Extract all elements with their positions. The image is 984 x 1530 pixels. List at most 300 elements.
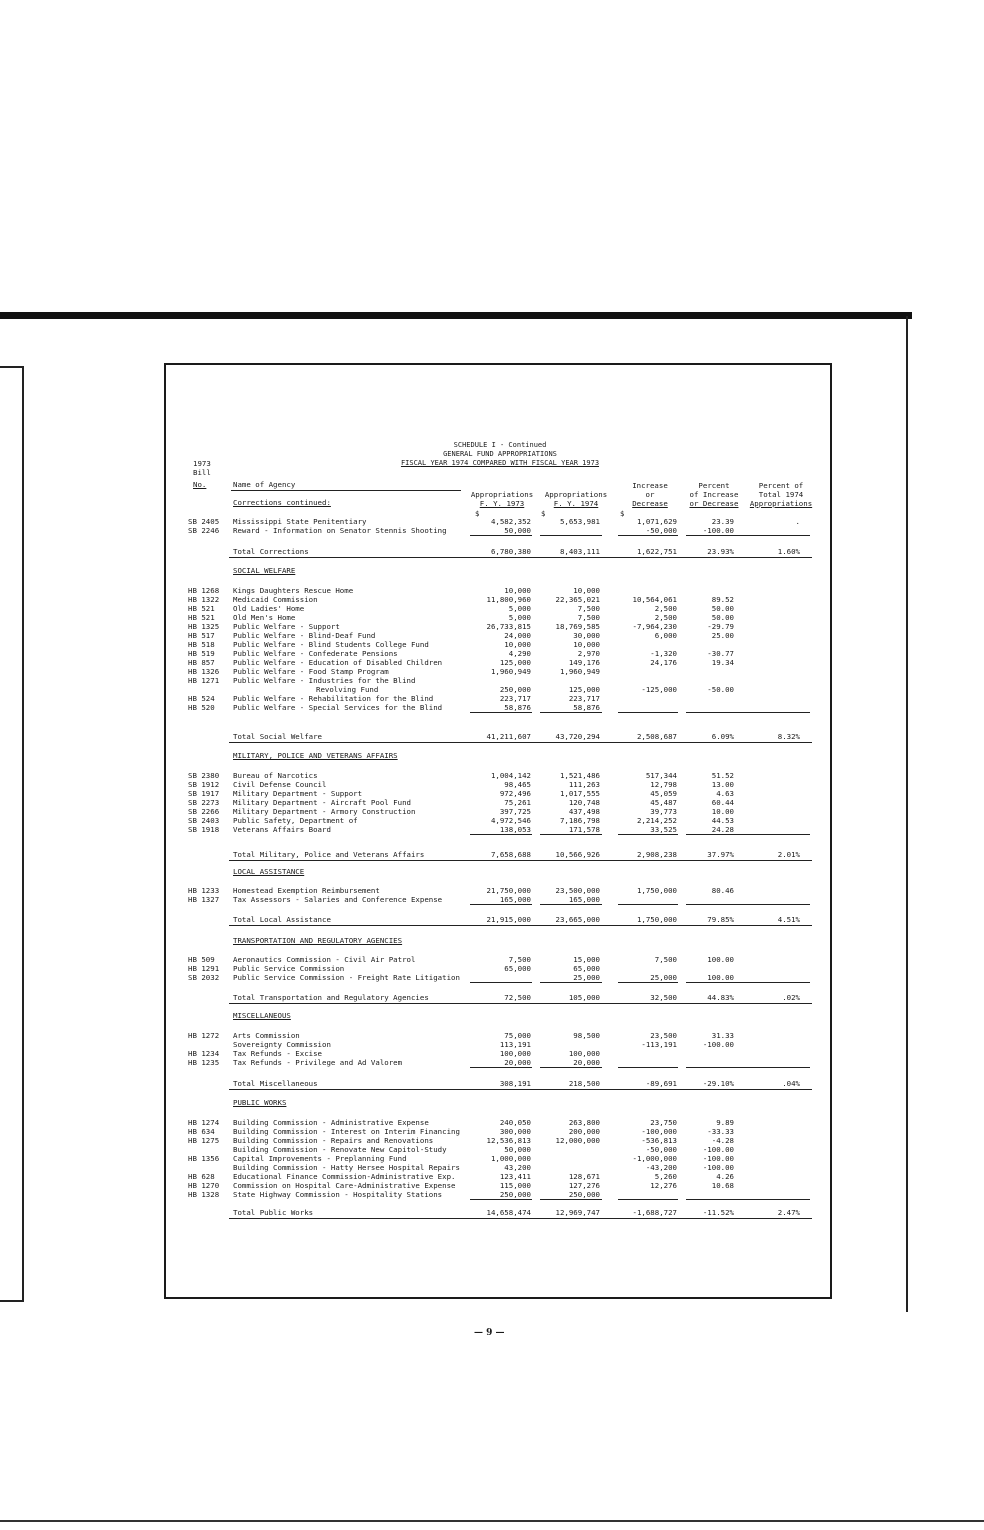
value-fy74: 7,500 <box>577 613 600 622</box>
value-fy73: 300,000 <box>499 1127 531 1136</box>
value-fy74: 1,960,949 <box>559 667 600 676</box>
value-fy73: 41,211,607 <box>486 732 531 741</box>
value-fy74: 98,500 <box>573 1031 600 1040</box>
total-rule <box>229 860 812 861</box>
value-pct: 13.00 <box>711 780 734 789</box>
agency-name: Reward - Information on Senator Stennis Shooting <box>233 526 447 535</box>
value-fy73: 26,733,815 <box>486 622 531 631</box>
agency-name: Mississippi State Penitentiary <box>233 517 367 526</box>
agency-name: Military Department - Support <box>233 789 363 798</box>
value-pct: -100.00 <box>702 526 734 535</box>
value-inc: 12,798 <box>650 780 677 789</box>
value-fy74: 7,500 <box>577 604 600 613</box>
value-fy73: 308,191 <box>499 1079 531 1088</box>
value-fy73: 123,411 <box>499 1172 531 1181</box>
section-heading: MILITARY, POLICE AND VETERANS AFFAIRS <box>233 751 398 760</box>
value-fy74: 1,521,486 <box>559 771 600 780</box>
value-inc: -100,000 <box>641 1127 677 1136</box>
subtotal-rule <box>618 1199 678 1200</box>
agency-name: Building Commission - Repairs and Renovations <box>233 1136 434 1145</box>
subtotal-rule <box>686 1067 810 1068</box>
value-fy74: 2,970 <box>577 649 600 658</box>
col-bill-3: No. <box>193 480 207 489</box>
value-fy74: 149,176 <box>568 658 600 667</box>
value-tot: .04% <box>782 1079 800 1088</box>
value-fy74: 223,717 <box>568 694 600 703</box>
value-pct: 44.83% <box>707 993 734 1002</box>
value-fy73: 113,191 <box>499 1040 531 1049</box>
agency-name: Total Corrections <box>233 547 309 556</box>
agency-name: Total Local Assistance <box>233 915 331 924</box>
value-pct: -100.00 <box>702 1145 734 1154</box>
value-tot: 8.32% <box>777 732 800 741</box>
agency-name: Tax Assessors - Salaries and Conference Expense <box>233 895 443 904</box>
value-inc: -1,000,000 <box>632 1154 677 1163</box>
bottom-border-line <box>0 1520 984 1522</box>
agency-name: Public Welfare - Blind-Deaf Fund <box>233 631 376 640</box>
agency-name: Revolving Fund <box>316 685 379 694</box>
subtotal-rule <box>470 535 532 536</box>
bill-number: HB 1326 <box>188 667 220 676</box>
bill-number: HB 1328 <box>188 1190 220 1199</box>
bill-number: HB 857 <box>188 658 215 667</box>
value-fy73: 7,500 <box>508 955 531 964</box>
value-fy73: 43,200 <box>504 1163 531 1172</box>
value-fy73: 50,000 <box>504 1145 531 1154</box>
value-pct: 50.00 <box>711 604 734 613</box>
value-inc: 1,750,000 <box>636 915 677 924</box>
value-inc: 7,500 <box>654 955 677 964</box>
value-fy74: 10,000 <box>573 586 600 595</box>
value-inc: 2,908,238 <box>636 850 677 859</box>
agency-name: Veterans Affairs Board <box>233 825 331 834</box>
bill-number: HB 1272 <box>188 1031 220 1040</box>
value-fy73: 125,000 <box>499 658 531 667</box>
subtotal-rule <box>618 904 678 905</box>
top-border-bar <box>0 312 912 319</box>
value-inc: -1,320 <box>650 649 677 658</box>
subtotal-rule <box>618 535 678 536</box>
agency-name: Total Military, Police and Veterans Affairs <box>233 850 425 859</box>
subtotal-rule <box>540 1199 602 1200</box>
agency-name: Public Welfare - Education of Disabled Children <box>233 658 443 667</box>
value-tot: 4.51% <box>777 915 800 924</box>
value-inc: 25,000 <box>650 973 677 982</box>
value-fy74: 58,876 <box>573 703 600 712</box>
subtotal-rule <box>686 712 810 713</box>
value-fy74: 43,720,294 <box>555 732 600 741</box>
bill-number: HB 1270 <box>188 1181 220 1190</box>
bill-number: SB 2246 <box>188 526 220 535</box>
col-fy74-2: F. Y. 1974 <box>553 499 599 508</box>
value-fy73: 11,800,960 <box>486 595 531 604</box>
bill-number: HB 1291 <box>188 964 220 973</box>
value-fy73: 5,000 <box>508 604 531 613</box>
value-inc: 23,500 <box>650 1031 677 1040</box>
value-fy74: 105,000 <box>568 993 600 1002</box>
bill-number: HB 628 <box>188 1172 215 1181</box>
value-fy73: 10,000 <box>504 586 531 595</box>
agency-name: Homestead Exemption Reimbursement <box>233 886 380 895</box>
page-number: — 9 — <box>474 1328 505 1338</box>
value-fy73: 138,053 <box>499 825 531 834</box>
value-fy74: 128,671 <box>568 1172 600 1181</box>
value-pct: 51.52 <box>711 771 734 780</box>
agency-name: Public Welfare - Confederate Pensions <box>233 649 398 658</box>
subtotal-rule <box>540 834 602 835</box>
bill-number: HB 1235 <box>188 1058 220 1067</box>
value-fy74: 250,000 <box>568 1190 600 1199</box>
value-fy73: 165,000 <box>499 895 531 904</box>
value-fy73: 65,000 <box>504 964 531 973</box>
bill-number: SB 2405 <box>188 517 220 526</box>
agency-name: Military Department - Armory Construction <box>233 807 416 816</box>
value-pct: 100.00 <box>707 955 734 964</box>
value-inc: 33,525 <box>650 825 677 834</box>
agency-name: Bureau of Narcotics <box>233 771 318 780</box>
col-bill-2: Bill <box>193 468 211 477</box>
value-pct: -100.00 <box>702 1040 734 1049</box>
value-inc: 5,260 <box>654 1172 677 1181</box>
value-fy74: 263,800 <box>568 1118 600 1127</box>
value-fy74: 127,276 <box>568 1181 600 1190</box>
value-pct: 100.00 <box>707 973 734 982</box>
value-fy74: 165,000 <box>568 895 600 904</box>
value-fy74: 8,403,111 <box>559 547 600 556</box>
bill-number: SB 1912 <box>188 780 220 789</box>
bill-number: SB 2273 <box>188 798 220 807</box>
subtotal-rule <box>540 904 602 905</box>
value-inc: -7,964,230 <box>632 622 677 631</box>
agency-name: Total Social Welfare <box>233 732 322 741</box>
subtotal-rule <box>540 712 602 713</box>
value-pct: -30.77 <box>707 649 734 658</box>
value-fy73: 12,536,813 <box>486 1136 531 1145</box>
value-inc: -50,000 <box>645 526 677 535</box>
value-fy74: 18,769,585 <box>555 622 600 631</box>
bill-number: SB 1918 <box>188 825 220 834</box>
agency-name: Public Welfare - Rehabilitation for the Blind <box>233 694 434 703</box>
value-inc: -1,688,727 <box>632 1208 677 1217</box>
value-pct: 6.09% <box>711 732 734 741</box>
subtotal-rule <box>540 982 602 983</box>
value-fy73: 21,750,000 <box>486 886 531 895</box>
bill-number: HB 521 <box>188 613 215 622</box>
agency-name: Tax Refunds - Excise <box>233 1049 322 1058</box>
value-inc: 517,344 <box>645 771 677 780</box>
col-fy73-2: F. Y. 1973 <box>479 499 525 508</box>
value-pct: 31.33 <box>711 1031 734 1040</box>
value-fy74: 30,000 <box>573 631 600 640</box>
value-tot: . <box>795 517 800 526</box>
agency-name: Capital Improvements - Preplanning Fund <box>233 1154 407 1163</box>
dollar-sign: $ <box>475 509 480 518</box>
agency-name: Sovereignty Commission <box>233 1040 331 1049</box>
agency-name: Old Men's Home <box>233 613 296 622</box>
total-rule <box>229 557 812 558</box>
value-fy73: 98,465 <box>504 780 531 789</box>
subtotal-rule <box>686 904 810 905</box>
value-pct: 25.00 <box>711 631 734 640</box>
value-fy73: 1,004,142 <box>490 771 531 780</box>
value-tot: .02% <box>782 993 800 1002</box>
agency-name: Commission on Hospital Care-Administrative Expense <box>233 1181 456 1190</box>
value-pct: -11.52% <box>702 1208 734 1217</box>
section-heading: PUBLIC WORKS <box>233 1098 287 1107</box>
bill-number: HB 521 <box>188 604 215 613</box>
value-fy73: 250,000 <box>499 1190 531 1199</box>
value-pct: -29.10% <box>702 1079 734 1088</box>
agency-name: Public Welfare - Food Stamp Program <box>233 667 389 676</box>
subtotal-rule <box>470 904 532 905</box>
value-pct: -50.00 <box>707 685 734 694</box>
agency-name: Old Ladies' Home <box>233 604 305 613</box>
value-inc: 32,500 <box>650 993 677 1002</box>
col-pct-1: Percent <box>698 481 730 490</box>
section-heading: SOCIAL WELFARE <box>233 566 296 575</box>
bill-number: SB 2032 <box>188 973 220 982</box>
value-pct: 4.26 <box>716 1172 734 1181</box>
agency-name: Civil Defense Council <box>233 780 327 789</box>
value-fy73: 100,000 <box>499 1049 531 1058</box>
value-fy73: 4,582,352 <box>490 517 531 526</box>
bill-number: HB 1268 <box>188 586 220 595</box>
bill-number: HB 517 <box>188 631 215 640</box>
value-tot: 2.47% <box>777 1208 800 1217</box>
subtotal-rule <box>686 982 810 983</box>
subtotal-rule <box>470 834 532 835</box>
value-inc: 2,500 <box>654 604 677 613</box>
subtotal-rule <box>686 535 810 536</box>
value-inc: 45,487 <box>650 798 677 807</box>
value-tot: 1.60% <box>777 547 800 556</box>
bill-number: HB 1275 <box>188 1136 220 1145</box>
subtotal-rule <box>470 1067 532 1068</box>
value-fy73: 240,050 <box>499 1118 531 1127</box>
total-rule <box>229 925 812 926</box>
fiscal-title: FISCAL YEAR 1974 COMPARED WITH FISCAL YEAR 1973 <box>400 459 600 467</box>
agency-name: Kings Daughters Rescue Home <box>233 586 354 595</box>
subtotal-rule <box>540 535 602 536</box>
agency-name: Arts Commission <box>233 1031 300 1040</box>
value-inc: -89,691 <box>645 1079 677 1088</box>
value-fy74: 10,000 <box>573 640 600 649</box>
value-inc: 2,214,252 <box>636 816 677 825</box>
value-tot: 2.01% <box>777 850 800 859</box>
schedule-title: SCHEDULE I - Continued <box>453 441 547 449</box>
adjacent-page-fragment <box>0 366 24 1302</box>
subtotal-rule <box>470 982 532 983</box>
value-pct: 10.68 <box>711 1181 734 1190</box>
value-fy73: 1,000,000 <box>490 1154 531 1163</box>
value-inc: 1,622,751 <box>636 547 677 556</box>
agency-name: Building Commission - Interest on Interim Financing <box>233 1127 460 1136</box>
value-inc: 39,773 <box>650 807 677 816</box>
agency-header-rule <box>231 490 461 491</box>
value-inc: 45,059 <box>650 789 677 798</box>
bill-number: SB 2266 <box>188 807 220 816</box>
bill-number: HB 1327 <box>188 895 220 904</box>
value-fy74: 23,665,000 <box>555 915 600 924</box>
agency-name: Public Service Commission - Freight Rate Litigation <box>233 973 460 982</box>
col-inc-3: Decrease <box>632 499 668 508</box>
value-pct: 10.00 <box>711 807 734 816</box>
dollar-sign: $ <box>541 509 546 518</box>
agency-name: Medicaid Commission <box>233 595 318 604</box>
bill-number: HB 518 <box>188 640 215 649</box>
value-inc: 1,750,000 <box>636 886 677 895</box>
value-pct: 23.93% <box>707 547 734 556</box>
value-fy74: 120,748 <box>568 798 600 807</box>
value-fy73: 58,876 <box>504 703 531 712</box>
value-pct: 19.34 <box>711 658 734 667</box>
value-pct: -100.00 <box>702 1154 734 1163</box>
value-fy74: 12,969,747 <box>555 1208 600 1217</box>
value-fy73: 5,000 <box>508 613 531 622</box>
col-bill-1: 1973 <box>193 459 211 468</box>
subtotal-rule <box>618 1067 678 1068</box>
agency-name: Building Commission - Hatty Hersee Hospital Repairs <box>233 1163 460 1172</box>
value-fy74: 111,263 <box>568 780 600 789</box>
value-fy74: 25,000 <box>573 973 600 982</box>
value-inc: 10,564,061 <box>632 595 677 604</box>
value-fy73: 72,500 <box>504 993 531 1002</box>
bill-number: HB 1322 <box>188 595 220 604</box>
value-pct: 80.46 <box>711 886 734 895</box>
value-fy73: 24,000 <box>504 631 531 640</box>
value-inc: 1,071,629 <box>636 517 677 526</box>
value-fy73: 4,290 <box>508 649 531 658</box>
bill-number: SB 1917 <box>188 789 220 798</box>
subtotal-rule <box>618 834 678 835</box>
agency-name: Total Miscellaneous <box>233 1079 318 1088</box>
value-inc: 12,276 <box>650 1181 677 1190</box>
value-pct: 4.63 <box>716 789 734 798</box>
value-fy74: 12,000,000 <box>555 1136 600 1145</box>
agency-name: State Highway Commission - Hospitality Stations <box>233 1190 443 1199</box>
value-pct: -100.00 <box>702 1163 734 1172</box>
value-fy74: 23,500,000 <box>555 886 600 895</box>
value-pct: -33.33 <box>707 1127 734 1136</box>
col-fy73-1: Appropriations <box>470 490 534 499</box>
total-rule <box>229 1003 812 1004</box>
bill-number: HB 520 <box>188 703 215 712</box>
bill-number: HB 634 <box>188 1127 215 1136</box>
value-inc: -113,191 <box>641 1040 677 1049</box>
col-inc-1: Increase <box>632 481 668 490</box>
value-fy74: 125,000 <box>568 685 600 694</box>
bill-number: HB 1274 <box>188 1118 220 1127</box>
value-pct: 37.97% <box>707 850 734 859</box>
agency-name: Aeronautics Commission - Civil Air Patrol <box>233 955 416 964</box>
value-pct: -29.79 <box>707 622 734 631</box>
value-fy74: 5,653,981 <box>559 517 600 526</box>
col-tot-1: Percent of <box>758 481 804 490</box>
total-rule <box>229 1218 812 1219</box>
value-fy73: 4,972,546 <box>490 816 531 825</box>
subtotal-rule <box>540 1067 602 1068</box>
agency-name: Public Welfare - Blind Students College Fund <box>233 640 429 649</box>
total-rule <box>229 742 812 743</box>
value-fy73: 20,000 <box>504 1058 531 1067</box>
subtotal-rule <box>618 982 678 983</box>
value-fy74: 22,365,021 <box>555 595 600 604</box>
value-pct: 23.39 <box>711 517 734 526</box>
section-heading: TRANSPORTATION AND REGULATORY AGENCIES <box>233 936 403 945</box>
value-inc: -125,000 <box>641 685 677 694</box>
section-heading: LOCAL ASSISTANCE <box>233 867 305 876</box>
bill-number: SB 2380 <box>188 771 220 780</box>
agency-name: Building Commission - Administrative Expense <box>233 1118 429 1127</box>
subtotal-rule <box>618 712 678 713</box>
section-heading: MISCELLANEOUS <box>233 1011 291 1020</box>
agency-name: Total Public Works <box>233 1208 314 1217</box>
value-fy74: 100,000 <box>568 1049 600 1058</box>
col-pct-3: or Decrease <box>689 499 739 508</box>
value-fy73: 250,000 <box>499 685 531 694</box>
value-fy73: 397,725 <box>499 807 531 816</box>
value-fy74: 20,000 <box>573 1058 600 1067</box>
col-fy74-1: Appropriations <box>544 490 608 499</box>
value-pct: 24.28 <box>711 825 734 834</box>
bill-number: HB 1325 <box>188 622 220 631</box>
bill-number: HB 1356 <box>188 1154 220 1163</box>
col-tot-2: Total 1974 <box>758 490 804 499</box>
value-fy74: 1,017,555 <box>559 789 600 798</box>
bill-number: SB 2403 <box>188 816 220 825</box>
value-inc: 2,500 <box>654 613 677 622</box>
value-inc: 24,176 <box>650 658 677 667</box>
agency-name: Educational Finance Commission-Administrative Exp. <box>233 1172 456 1181</box>
agency-name: Military Department - Aircraft Pool Fund <box>233 798 411 807</box>
value-fy73: 6,780,380 <box>490 547 531 556</box>
value-fy73: 10,000 <box>504 640 531 649</box>
subtotal-rule <box>470 712 532 713</box>
right-border-line <box>906 316 908 1312</box>
dollar-sign: $ <box>620 509 625 518</box>
agency-name: Tax Refunds - Privilege and Ad Valorem <box>233 1058 403 1067</box>
value-fy74: 171,578 <box>568 825 600 834</box>
value-pct: 50.00 <box>711 613 734 622</box>
value-fy74: 218,500 <box>568 1079 600 1088</box>
agency-name: Public Safety, Department of <box>233 816 358 825</box>
value-pct: 89.52 <box>711 595 734 604</box>
subtotal-rule <box>470 1199 532 1200</box>
value-pct: 79.85% <box>707 915 734 924</box>
value-pct: -4.28 <box>711 1136 734 1145</box>
bill-number: HB 519 <box>188 649 215 658</box>
agency-name: Public Welfare - Special Services for the Blind <box>233 703 443 712</box>
value-fy74: 7,186,798 <box>559 816 600 825</box>
agency-name: Public Welfare - Support <box>233 622 340 631</box>
col-inc-2: or <box>645 490 655 499</box>
value-fy73: 972,496 <box>499 789 531 798</box>
value-inc: -43,200 <box>645 1163 677 1172</box>
value-pct: 60.44 <box>711 798 734 807</box>
value-fy73: 115,000 <box>499 1181 531 1190</box>
value-fy74: 65,000 <box>573 964 600 973</box>
value-inc: 2,508,687 <box>636 732 677 741</box>
value-fy73: 21,915,000 <box>486 915 531 924</box>
value-inc: -536,813 <box>641 1136 677 1145</box>
value-fy74: 437,498 <box>568 807 600 816</box>
bill-number: HB 509 <box>188 955 215 964</box>
value-fy74: 15,000 <box>573 955 600 964</box>
agency-name: Building Commission - Renovate New Capitol-Study <box>233 1145 447 1154</box>
value-fy73: 7,658,688 <box>490 850 531 859</box>
col-tot-3: Appropriations <box>749 499 813 508</box>
agency-name: Total Transportation and Regulatory Agencies <box>233 993 429 1002</box>
